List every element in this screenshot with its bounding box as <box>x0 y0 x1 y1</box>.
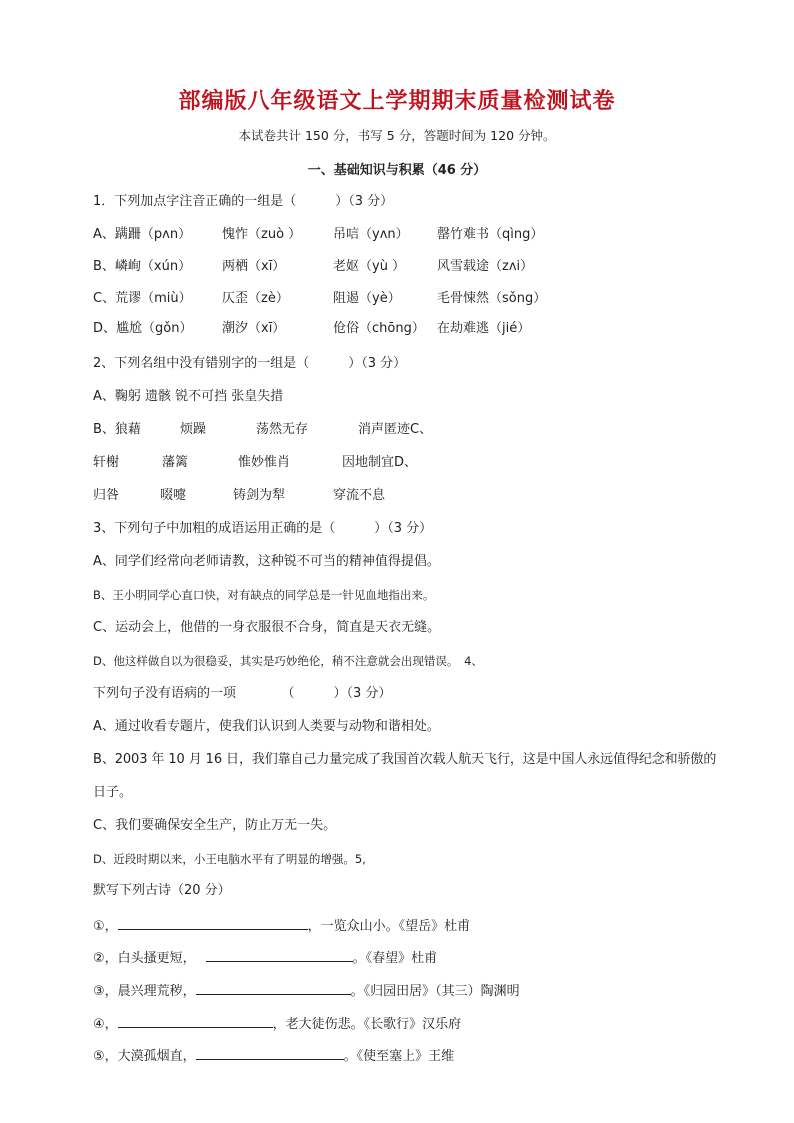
q2-c-4: 因地制宜D、 <box>342 455 418 470</box>
question-5-stem: 默写下列古诗（20 分） <box>93 883 231 898</box>
q2-c-2: 藩篱 <box>162 455 189 470</box>
question-4-option-d: D、近段时期以来，小王电脑水平有了明显的增强。5, <box>93 852 366 866</box>
q2-b-2: 烦躁 <box>180 422 207 437</box>
question-2-option-a: A、鞠躬 遗骸 锐不可挡 张皇失措 <box>93 389 284 404</box>
question-2-stem: 2、下列名组中没有错别字的一组是（ ）（3 分） <box>93 356 407 371</box>
answer-blank-5[interactable] <box>196 1045 344 1060</box>
q2-d-3: 铸剑为犁 <box>233 488 286 503</box>
q2-b-1: B、狼藉 <box>93 422 141 437</box>
answer-blank-4[interactable] <box>118 1013 273 1028</box>
poem-item-4-pre: ④， <box>93 1017 118 1032</box>
option-b-4: 风雪载途（zʌi） <box>437 259 534 274</box>
option-b-1: B、嶙峋（xún） <box>93 259 192 274</box>
option-a-3: 吊唁（yʌn） <box>333 227 409 242</box>
option-b-3: 老妪（yù ） <box>333 259 406 274</box>
question-3-stem: 3、下列句子中加粗的成语运用正确的是（ ）（3 分） <box>93 521 433 536</box>
q2-d-2: 啜嚏 <box>160 488 187 503</box>
exam-info: 本试卷共计 150 分，书写 5 分，答题时间为 120 分钟。 <box>238 128 556 143</box>
q2-d-1: 归咎 <box>93 488 120 503</box>
poem-item-5 <box>93 1045 454 1066</box>
poem-item-1 <box>93 915 470 936</box>
poem-item-1-pre: ①， <box>93 919 118 934</box>
option-d-1: D、尴尬（gǒn） <box>93 321 193 336</box>
poem-item-4 <box>93 1013 461 1034</box>
question-3-option-a: A、同学们经常向老师请教，这种锐不可当的精神值得提倡。 <box>93 554 440 569</box>
answer-blank-2[interactable] <box>206 947 353 962</box>
poem-item-2 <box>93 947 437 968</box>
answer-blank-3[interactable] <box>196 980 351 995</box>
poem-item-3-pre: ③，晨兴理荒秽， <box>93 984 196 999</box>
answer-blank-1[interactable] <box>118 915 308 930</box>
poem-item-2-post: 。《春望》杜甫 <box>352 951 438 966</box>
question-3-option-d: D、他这样做自以为很稳妥，其实是巧妙绝伦，稍不注意就会出现错误。 4、 <box>93 654 483 668</box>
poem-item-3 <box>93 980 520 1001</box>
option-c-3: 阻遏（yè） <box>333 291 401 306</box>
poem-item-5-pre: ⑤，大漠孤烟直， <box>93 1049 196 1064</box>
question-4-option-b-cont: 日子。 <box>93 785 133 800</box>
poem-item-4-post: ，老大徒伤悲。《长歌行》汉乐府 <box>272 1017 462 1032</box>
option-d-2: 潮汐（xī） <box>222 321 286 336</box>
option-c-1: C、荒谬（miù） <box>93 291 192 306</box>
poem-item-5-post: 。《使至塞上》王维 <box>343 1049 455 1064</box>
option-a-2: 愧怍（zuò ） <box>222 227 302 242</box>
question-4-option-b: B、2003 年 10 月 16 日，我们靠自己力量完成了我国首次载人航天飞行，这是中国人永远值得纪念和骄傲的 <box>93 752 717 767</box>
option-d-3: 伧俗（chōng） <box>333 321 425 336</box>
option-a-4: 罄竹难书（qìng） <box>437 227 544 242</box>
question-3-option-c: C、运动会上，他借的一身衣服很不合身，简直是天衣无缝。 <box>93 620 441 635</box>
q2-c-1: 轩榭 <box>93 455 120 470</box>
question-4-option-c: C、我们要确保安全生产，防止万无一失。 <box>93 818 337 833</box>
page-title: 部编版八年级语文上学期期末质量检测试卷 <box>178 89 616 114</box>
question-1-stem: 1．下列加点字注音正确的一组是（ ）（3 分） <box>93 194 394 209</box>
option-c-4: 毛骨悚然（sǒng） <box>437 291 547 306</box>
question-4-stem: 下列句子没有语病的一项 （ ）（3 分） <box>93 686 392 701</box>
q2-b-4: 消声匿迹C、 <box>358 422 433 437</box>
poem-item-2-pre: ②，白头搔更短， <box>93 951 196 966</box>
q2-b-3: 荡然无存 <box>256 422 309 437</box>
q2-d-4: 穿流不息 <box>333 488 386 503</box>
q2-c-3: 惟妙惟肖 <box>238 455 291 470</box>
question-4-option-a: A、通过收看专题片，使我们认识到人类要与动物和谐相处。 <box>93 719 440 734</box>
section-heading: 一、基础知识与积累（46 分） <box>307 163 487 178</box>
question-3-option-b: B、王小明同学心直口快，对有缺点的同学总是一针见血地指出来。 <box>93 588 435 602</box>
option-a-1: A、蹒跚（pʌn） <box>93 227 192 242</box>
poem-item-3-post: 。《归园田居》（其三）陶渊明 <box>350 984 520 999</box>
poem-item-1-post: ，一览众山小。《望岳》杜甫 <box>307 919 471 934</box>
option-b-2: 两栖（xī） <box>222 259 286 274</box>
option-d-4: 在劫难逃（jié） <box>437 321 531 336</box>
option-c-2: 仄歪（zè） <box>222 291 289 306</box>
